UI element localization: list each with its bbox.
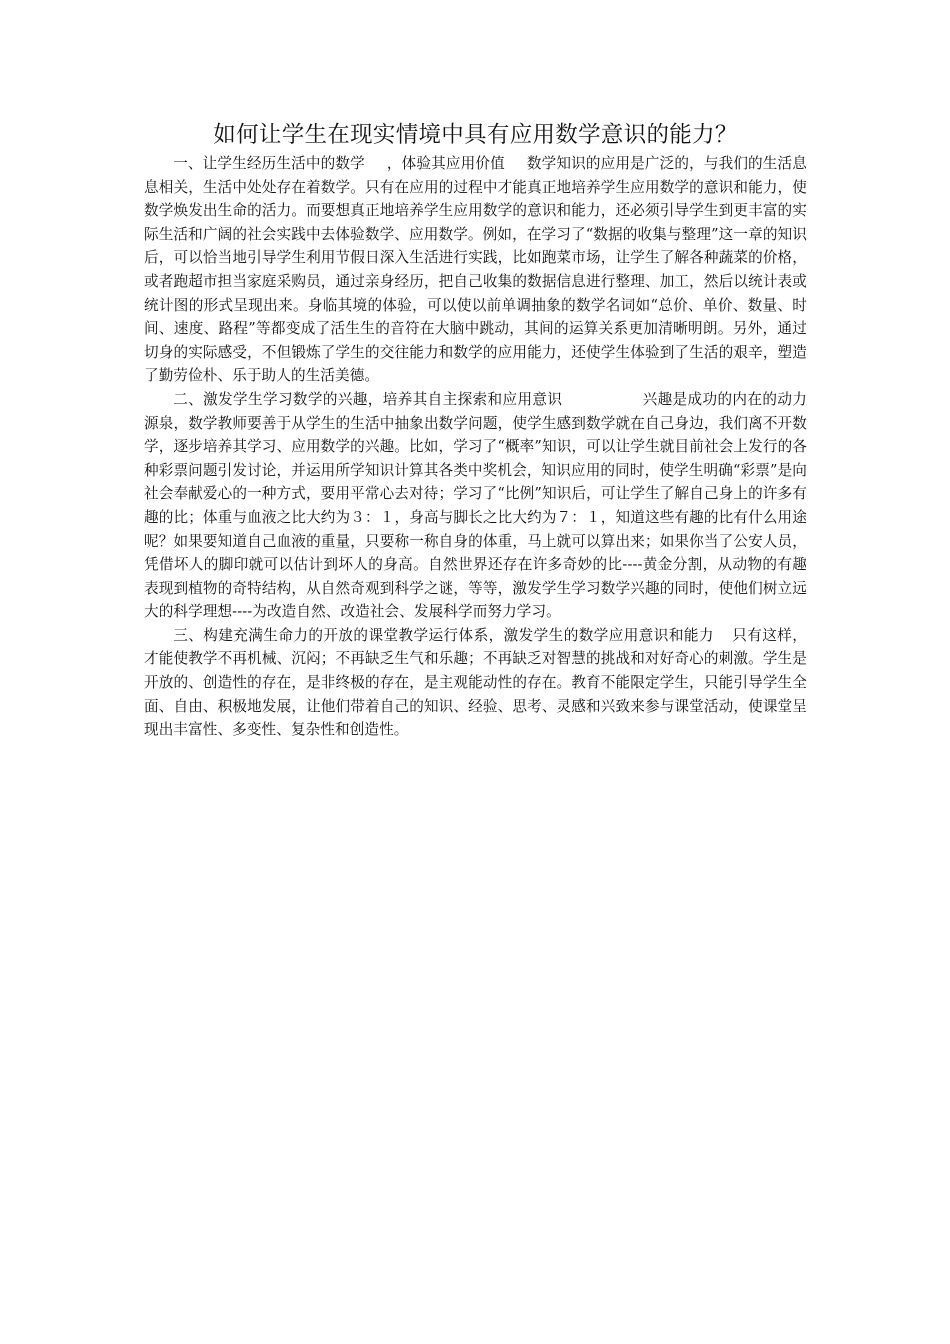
section-1-heading-a: 一、让学生经历生活中的数学 [173,155,365,172]
document-title: 如何让学生在现实情境中具有应用数学意识的能力？ [213,122,738,148]
section-2-heading: 二、激发学生学习数学的兴趣，培养其自主探索和应用意识 [173,390,563,408]
section-3-heading: 三、构建充满生命力的开放的课堂教学运行体系，激发学生的数学应用意识和能力 [173,626,714,644]
section-3-body: 只有这样，才能使教学不再机械、沉闷；不再缺乏生气和乐趣；不再缺乏对智慧的挑战和对好奇心的刺激。学生是开放的、创造性的存在，是非终极的存在，是主观能动性的存在。教育不能限定学生，只能引导学生全面、自由、积极地发展，让他们带着自己的知识、经验、思考、灵感和兴致来参与课堂活动，使课堂呈现出丰富性、多变性、复杂性和创造性。 [144,626,807,739]
section-3-paragraph [144,624,807,742]
section-1-body: 数学知识的应用是广泛的，与我们的生活息息相关，生活中处处存在着数学。只有在应用的过程中才能真正地培养学生应用数学的意识和能力，使数学焕发出生命的活力。而要想真正地培养学生应用数学的意识和能力，还必须引导学生到更丰富的实际生活和广阔的社会实践中去体验数学、应用数学。例如，在学习了“数据的收集与整理”这一章的知识后，可以恰当地引导学生利用节假日深入生活进行实践，比如跑菜市场，让学生了解各种蔬菜的价格，或者跑超市担当家庭采购员，通过亲身经历，把自己收集的数据信息进行整理、加工，然后以统计表或统计图的形式呈现出来。身临其境的体验，可以使以前单调抽象的数学名词如“总价、单价、数量、时间、速度、路程”等都变成了活生生的音符在大脑中跳动，其间的运算关系更加清晰明朗。另外，通过切身的实际感受，不但锻炼了学生的交往能力和数学的应用能力，还使学生体验到了生活的艰辛，塑造了勤劳俭朴、乐于助人的生活美德。 [144,155,807,385]
section-2-body: 兴趣是成功的内在的动力源泉，数学教师要善于从学生的生活中抽象出数学问题，使学生感到数学就在自己身边，我们离不开数学，逐步培养其学习、应用数学的兴趣。比如，学习了“概率”知识，可以让学生就目前社会上发行的各种彩票问题引发讨论，并运用所学知识计算其各类中奖机会，知识应用的同时，使学生明确“彩票”是向社会奉献爱心的一种方式，要用平常心去对待；学习了“比例”知识后，可让学生了解自己身上的许多有趣的比；体重与血液之比大约为３：１，身高与脚长之比大约为７：１，知道这些有趣的比有什么用途呢？如果要知道自己血液的重量，只要称一称自身的体重，马上就可以算出来；如果你当了公安人员，凭借坏人的脚印就可以估计到坏人的身高。自然世界还存在许多奇妙的比----黄金分割，从动物的有趣表现到植物的奇特结构，从自然奇观到科学之谜，等等，激发学生学习数学兴趣的同时，使他们树立远大的科学理想----为改造自然、改造社会、发展科学而努力学习。 [144,390,807,621]
section-1-heading-b: ，体验其应用价值 [386,155,505,172]
section-2-paragraph [144,388,807,624]
document-page [144,118,807,742]
section-1-paragraph [144,152,807,388]
